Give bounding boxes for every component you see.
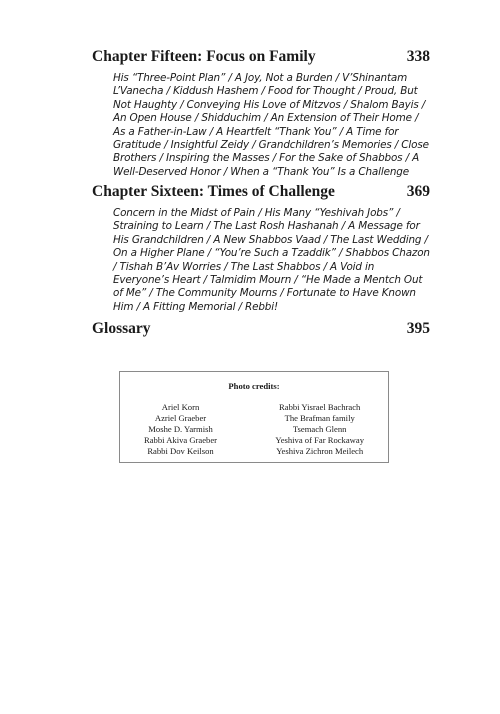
page-number: 369 [406,183,430,200]
toc-entry-chapter-sixteen [92,183,430,314]
credit-name: Moshe D. Yarmish [148,424,213,434]
page-number: 338 [406,48,430,65]
photo-credits-box [119,371,389,463]
toc-entry-chapter-fifteen [92,48,430,179]
credit-name: Rabbi Akiva Graeber [144,435,218,445]
toc-entry-heading [92,320,430,338]
page-number: 395 [406,320,430,337]
credit-name: Rabbi Yisrael Bachrach [279,402,361,412]
credit-name: Azriel Graeber [154,413,207,423]
chapter-description: Concern in the Midst of Pain / His Many “Yeshivah Jobs” / Straining to Learn / The Last Rosh Hashanah / A Message for His Grandchildren / A New Shabbos Vaad / The Last Wedding / On a Higher Plane / “You’re Such a Tzaddik” / Shabbos Chazon / Tishah B’Av Worries / The Last Shabbos / A Void in Everyone’s Heart / Talmidim Mourn / “He Made a Mentch Out of Me” / The Community Mourns / Fortunate to Have Known Him / A Fitting Memorial / Rebbi! [113,207,430,313]
toc-entry-heading [92,183,430,201]
credit-name: Tsemach Glenn [292,424,347,434]
chapter-title: Chapter Sixteen: Times of Challenge [92,183,335,200]
credit-name: Rabbi Dov Keilson [147,446,214,456]
chapter-description: His “Three-Point Plan” / A Joy, Not a Burden / V’Shinantam L’Vanecha / Kiddush Hashem / Food for Thought / Proud, But Not Haughty / Conveying His Love of Mitzvos / Shalom Bayis / An Open House / Shidduchim / An Extension of Their Home / As a Father-in-Law / A Heartfelt “Thank You” / A Time for Gratitude / Insightful Zeidy / Grandchildren’s Memories / Close Brothers / Inspiring the Masses / For the Sake of Shabbos / A Well-Deserved Honor / When a “Thank You” Is a Challenge [113,72,429,178]
credit-name: Ariel Korn [161,402,200,412]
photo-credits-title: Photo credits: [228,381,280,391]
credit-name: The Brafman family [284,413,355,423]
glossary-title: Glossary [92,320,151,337]
photo-credits-left-column [144,402,217,457]
credit-name: Yeshiva of Far Rockaway [275,435,364,445]
photo-credits-columns [144,402,364,457]
credit-name: Yeshiva Zichron Meilech [276,446,364,456]
toc-entry-heading [92,48,430,66]
photo-credits-right-column [275,402,364,457]
toc-entry-glossary [92,320,430,338]
chapter-title: Chapter Fifteen: Focus on Family [92,48,316,65]
